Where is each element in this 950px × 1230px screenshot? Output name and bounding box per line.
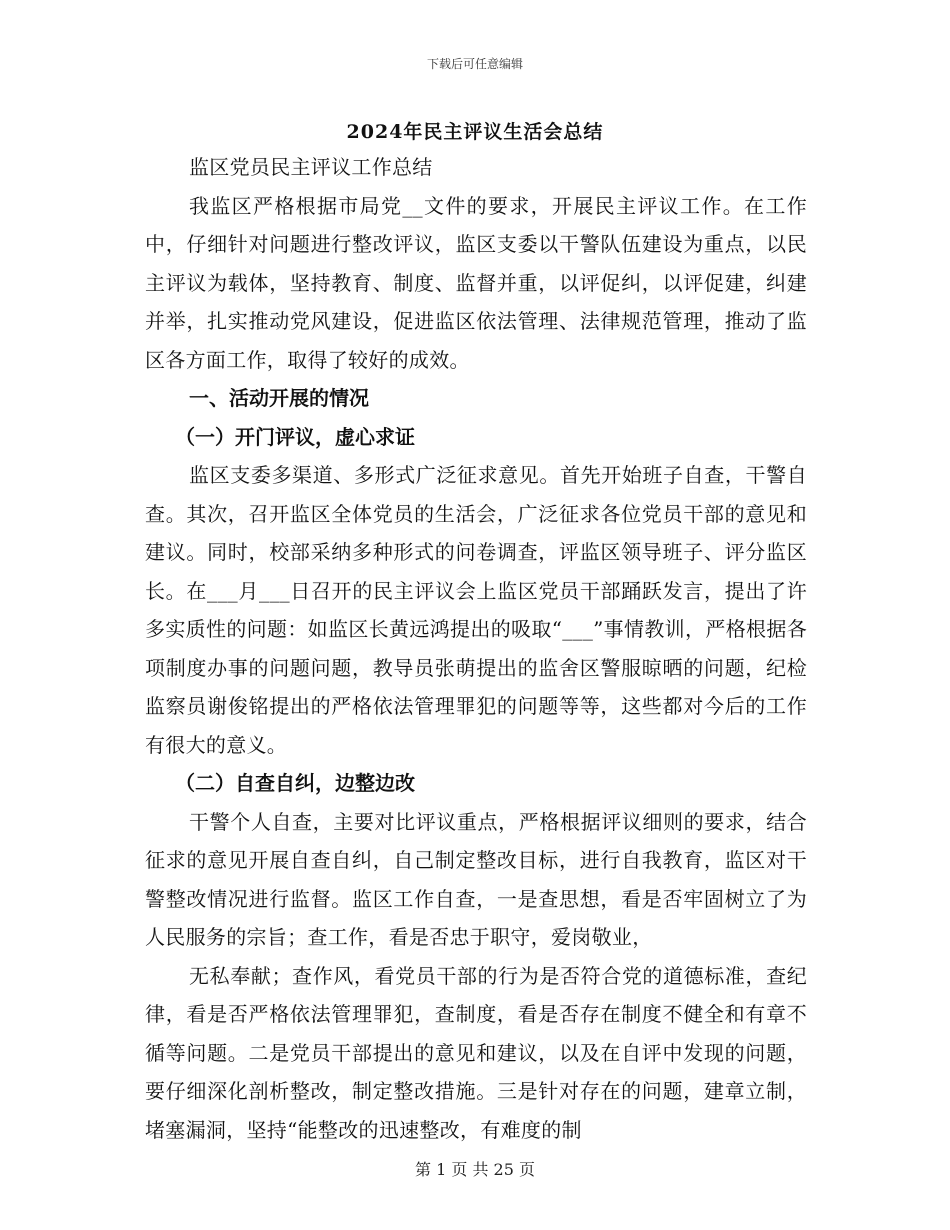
- subsection-heading-1: （一）开门评议，虚心求证: [175, 424, 415, 449]
- document-body: [145, 148, 807, 1149]
- subsection-2-paragraph-b: 无私奉献；查作风，看党员干部的行为是否符合党的道德标准，查纪律，看是否严格依法管理罪犯，查制度，看是否存在制度不健全和有章不循等问题。二是党员干部提出的意见和建议，以及在自评中发现的问题，要仔细深化剖析整改，制定整改措施。三是针对存在的问题，建章立制，堵塞漏洞，坚持“能整改的迅速整改，有难度的制: [145, 963, 807, 1142]
- intro-paragraph: 我监区严格根据市局党__文件的要求，开展民主评议工作。在工作中，仔细针对问题进行整改评议，监区支委以干警队伍建设为重点，以民主评议为载体，坚持教育、制度、监督并重，以评促纠，以评促建，纠建并举，扎实推动党风建设，促进监区依法管理、法律规范管理，推动了监区各方面工作，取得了较好的成效。: [145, 193, 807, 372]
- subsection-heading-2: （二）自查自纠，边整边改: [175, 771, 415, 795]
- section-heading-1: 一、活动开展的情况: [189, 386, 369, 410]
- subsection-1-paragraph: 监区支委多渠道、多形式广泛征求意见。首先开始班子自查，干警自查。其次，召开监区全体党员的生活会，广泛征求各位党员干部的意见和建议。同时，校部采纳多种形式的问卷调查，评监区领导班子、评分监区长。在___月___日召开的民主评议会上监区党员干部踊跃发言，提出了许多实质性的问题：如监区长黄远鸿提出的吸取“___”事情教训，严格根据各项制度办事的问题问题，教导员张萌提出的监舍区警服晾晒的问题，纪检监察员谢俊铭提出的严格依法管理罪犯的问题等等，这些都对今后的工作有很大的意义。: [145, 463, 807, 757]
- document-title: 2024年民主评议生活会总结: [346, 121, 604, 143]
- page-footer: 第 1 页 共 25 页: [415, 1160, 535, 1179]
- subsection-2-paragraph-a: 干警个人自查，主要对比评议重点，严格根据评议细则的要求，结合征求的意见开展自查自纠，自己制定整改目标，进行自我教育，监区对干警整改情况进行监督。监区工作自查，一是查思想，看是否牢固树立了为人民服务的宗旨；查工作，看是否忠于职守，爱岗敬业，: [145, 809, 807, 949]
- document-subtitle: 监区党员民主评议工作总结: [189, 155, 433, 179]
- header-note: 下载后可任意编辑: [426, 57, 523, 71]
